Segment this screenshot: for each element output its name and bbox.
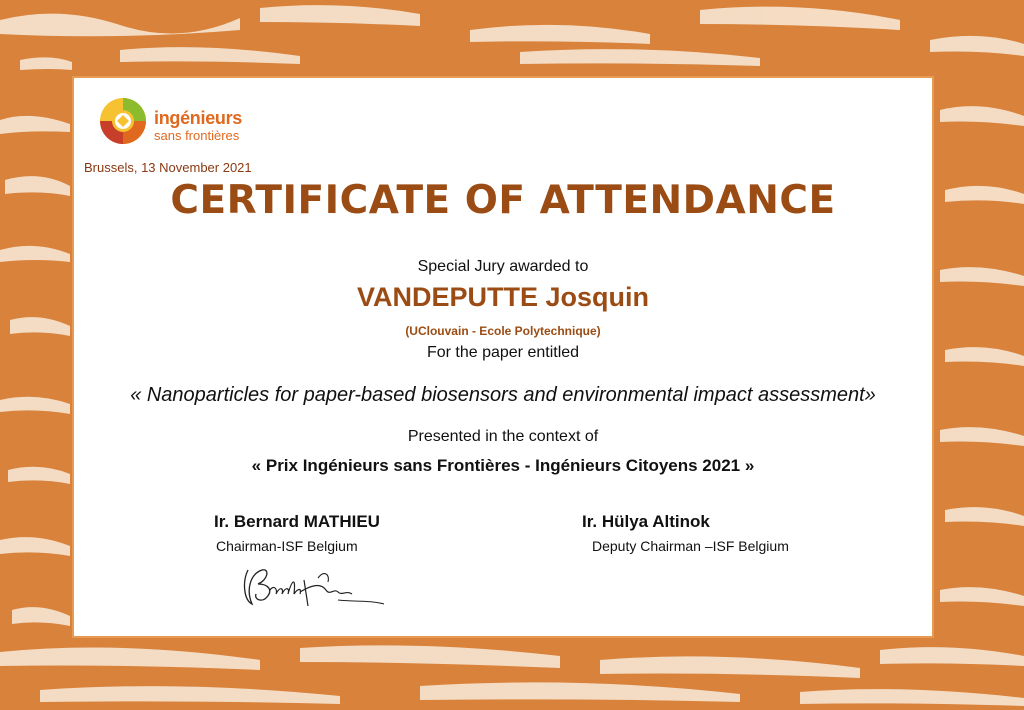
signatory-1-role: Chairman-ISF Belgium [216,538,358,554]
signatory-1-name: Ir. Bernard MATHIEU [214,512,380,531]
logo-text-ingenieurs: ingénieurs [154,108,243,128]
isf-logo-icon [98,96,148,146]
paper-title: « Nanoparticles for paper-based biosensors and environmental impact assessment» [130,384,876,406]
signatory-2-role: Deputy Chairman –ISF Belgium [592,538,789,554]
handwritten-signature [234,560,394,612]
context-line: Presented in the context of [407,428,599,445]
awarded-line: Special Jury awarded to [417,258,589,275]
certificate-card [72,76,934,638]
for-paper-line: For the paper entitled [426,344,580,361]
recipient-name: VANDEPUTTE Josquin [356,282,650,312]
recipient-affiliation: (UClouvain - Ecole Polytechnique) [405,324,601,338]
isf-logo [98,96,258,152]
signatory-2-name: Ir. Hülya Altinok [582,512,710,531]
certificate-title: CERTIFICATE OF ATTENDANCE [170,178,836,223]
prize-name: « Prix Ingénieurs sans Frontières - Ingénieurs Citoyens 2021 » [251,456,755,475]
certificate-date: Brussels, 13 November 2021 [84,160,252,175]
logo-text-sans-frontieres: sans frontières [154,128,240,143]
